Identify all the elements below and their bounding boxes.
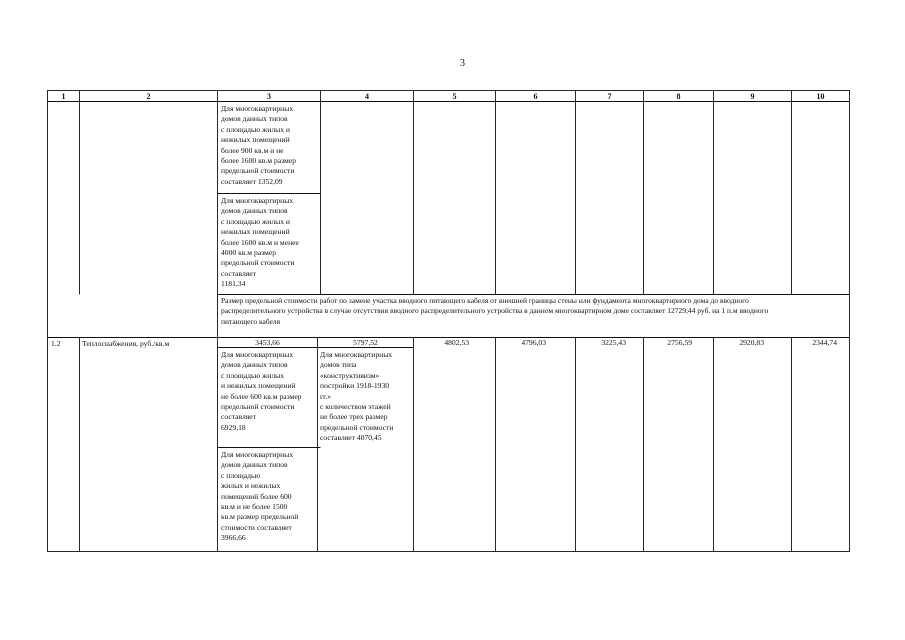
- header-col-8: 8: [676, 92, 681, 101]
- col10-value: 2344,74: [812, 338, 837, 347]
- col4-value: 5797,52: [353, 338, 378, 347]
- col7-value: 3225,43: [601, 338, 626, 347]
- cable-cost-note: Размер предельной стоимости работ по замене участка вводного питающего кабеля от внешней границы стены или фундамента многоквартирного дома до вводного распределительного устройства в случае отсутствия вводного распределительного устройства в данном многоквартирном доме составляет 12729,44 руб. на 1 п.м вводного питающего кабеля: [221, 296, 769, 326]
- header-col-5: 5: [452, 92, 457, 101]
- row12-col3-cell-b: Для многоквартирных домов данных типов с площадью жилых и нежилых помещений более 600 кв.м и не более 1500 кв.м размер предельной стоимости составляет 3966,66: [221, 450, 299, 543]
- header-col-10: 10: [816, 92, 825, 101]
- header-col-6: 6: [533, 92, 538, 101]
- header-col-7: 7: [607, 92, 612, 101]
- col3-value: 3453,66: [255, 338, 280, 347]
- header-col-2: 2: [146, 92, 151, 101]
- row12-col3-cell-a: Для многоквартирных домов данных типов с площадью жилых и нежилых помещений не более 600 кв.м размер предельной стоимости составляет 6929,18: [221, 350, 302, 432]
- row12-col4-cell: Для многоквартирных домов типа «конструктивизм» постройки 1918-1930 гг.» с количеством этажей не более трех размер предельной стоимости составляет 4070,45: [320, 350, 394, 443]
- row-number: 1.2: [51, 339, 61, 348]
- page-number: 3: [460, 58, 465, 69]
- header-col-9: 9: [750, 92, 755, 101]
- header-col-3: 3: [267, 92, 271, 101]
- col9-value: 2920,83: [739, 338, 764, 347]
- col5-value: 4802,53: [444, 338, 469, 347]
- row-name: Теплоснабжения, руб./кв.м: [82, 339, 170, 348]
- col6-value: 4796,03: [521, 338, 546, 347]
- header-col-4: 4: [365, 92, 369, 101]
- col8-value: 2756,59: [667, 338, 692, 347]
- cont-col3-cell-a: Для многоквартирных домов данных типов с площадью жилых и нежилых помещений более 900 кв.м и не более 1600 кв.м размер предельной стоимости составляет 1352,09: [221, 104, 296, 186]
- cont-col3-cell-b: Для многоквартирных домов данных типов с площадью жилых и нежилых помещений более 1600 кв.м и менее 4000 кв.м размер предельной стоимости составляет 1181,34: [221, 196, 299, 289]
- header-col-1: 1: [61, 92, 66, 101]
